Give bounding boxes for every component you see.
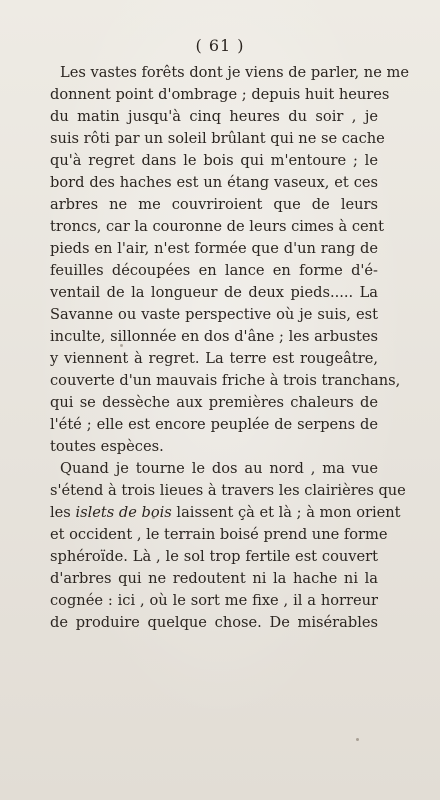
text-line: du matin jusqu'à cinq heures du soir , je	[50, 108, 378, 125]
text-line: de produire quelque chose. De misérables	[50, 614, 378, 631]
text-line: cognée : ici , où le sort me fixe , il a horreur	[50, 592, 378, 609]
paragraph-1	[50, 62, 409, 458]
body-text	[50, 62, 409, 634]
ink-speck	[356, 738, 359, 741]
text-line	[50, 502, 401, 524]
text-segment: les	[50, 504, 76, 521]
text-line: suis rôti par un soleil brûlant qui ne se cache	[50, 130, 385, 147]
paragraph-2	[50, 458, 406, 634]
text-line: arbres ne me couvriroient que de leurs	[50, 196, 378, 213]
text-line: ventail de la longueur de deux pieds..... La	[50, 284, 378, 301]
text-line: pieds en l'air, n'est formée que d'un rang de	[50, 240, 378, 257]
text-line: troncs, car la couronne de leurs cimes à cent	[50, 218, 384, 235]
text-line: inculte, sillonnée en dos d'âne ; les arbustes	[50, 328, 378, 345]
text-line: toutes espèces.	[50, 438, 164, 455]
text-line: qu'à regret dans le bois qui m'entoure ; le	[50, 152, 378, 169]
text-line: feuilles découpées en lance en forme d'é-	[50, 262, 378, 279]
text-line: donnent point d'ombrage ; depuis huit heures	[50, 86, 390, 103]
text-line: Savanne ou vaste perspective où je suis, est	[50, 306, 378, 323]
italic-phrase: islets de bois	[75, 504, 172, 521]
text-line: couverte d'un mauvais friche à trois tranchans,	[50, 372, 401, 389]
text-line: qui se dessèche aux premières chaleurs de	[50, 394, 378, 411]
text-line: bord des haches est un étang vaseux, et ces	[50, 174, 378, 191]
text-line: d'arbres qui ne redoutent ni la hache ni la	[50, 570, 378, 587]
text-segment: laissent çà et là ; à mon orient	[171, 504, 401, 521]
text-line: s'étend à trois lieues à travers les clairières que	[50, 482, 406, 499]
text-line: sphéroïde. Là , le sol trop fertile est couvert	[50, 548, 378, 565]
text-line: Quand je tourne le dos au nord , ma vue	[60, 460, 378, 477]
text-line: y viennent à regret. La terre est rougeâtre,	[50, 350, 378, 367]
text-line: et occident , le terrain boisé prend une forme	[50, 526, 388, 543]
text-line: l'été ; elle est encore peuplée de serpens de	[50, 416, 378, 433]
text-line: Les vastes forêts dont je viens de parler, ne me	[60, 64, 409, 81]
page-number: ( 61 )	[195, 36, 245, 55]
